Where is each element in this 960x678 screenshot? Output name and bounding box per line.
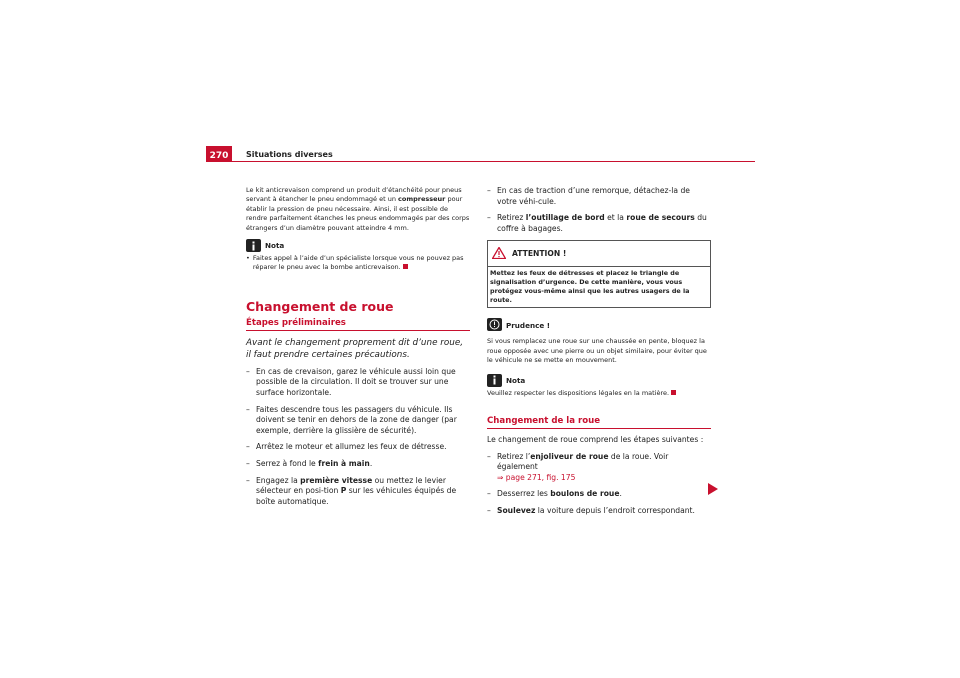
list-item — [487, 186, 711, 207]
page-number: 270 — [206, 146, 232, 162]
step-text: Retirez l’ — [497, 451, 531, 461]
preparation-steps-list — [487, 186, 711, 234]
step-text: ou mettez le levier sélecteur en posi-tion — [256, 475, 446, 496]
intro-text-b: pour établir la pression de pneu nécessaire. Ainsi, il est possible de rendre parfaitement étanches les pneus endommagés par des corps étrangers d’un diamètre pouvant atteindre 4 mm. — [246, 195, 470, 232]
step-bold: frein à main — [318, 459, 370, 468]
list-item — [487, 506, 711, 517]
list-dash: – — [487, 489, 491, 499]
step-text: . — [369, 459, 373, 468]
nota-text: Veuillez respecter les dispositions légales en la matière. — [487, 388, 670, 397]
caution-text: Si vous remplacez une roue sur une chaussée en pente, bloquez la roue opposée avec une pierre ou un objet similaire, pour éviter que le véhicule ne se mette en mouvement. — [487, 337, 707, 365]
list-item — [487, 452, 711, 484]
list-dash: – — [487, 505, 491, 515]
step-text: Retirez — [497, 213, 526, 223]
list-item — [246, 459, 470, 470]
warning-text: Mettez les feux de détresses et placez le triangle de signalisation d’urgence. De cette manière, vous vous protégez vous-même ainsi que les autres usagers de la route. — [490, 269, 690, 305]
right-column — [487, 186, 711, 523]
step-bold: première vitesse — [300, 475, 373, 485]
continue-arrow-icon — [708, 480, 718, 499]
changement-steps-list — [487, 452, 711, 517]
nota-heading — [246, 239, 470, 252]
step-bold: P — [340, 486, 347, 496]
list-item — [246, 442, 470, 453]
step-text: Engagez la — [256, 475, 301, 485]
intro-text-a: Le kit anticrevaison comprend un produit d’étanchéité pour pneus servant à étancher le pneu endommagé et un — [246, 186, 462, 204]
intro-bold-compresseur: compresseur — [398, 195, 446, 204]
nota-heading-right — [487, 374, 711, 387]
step-text: de la roue. Voir également — [497, 451, 669, 472]
list-dash: – — [246, 366, 250, 376]
list-item — [246, 476, 470, 508]
lead-paragraph: Avant le changement proprement dit d’une roue, il faut prendre certaines précautions. — [246, 337, 464, 360]
step-text: sur les véhicules équipés de boîte automatique. — [256, 486, 457, 506]
preliminary-steps-list — [246, 367, 470, 508]
step-bold: boulons de roue — [550, 489, 620, 499]
nota-text: Faites appel à l’aide d’un spécialiste lorsque vous ne pouvez pas réparer le pneu avec la bombe anticrevaison. — [252, 254, 464, 272]
list-dash: – — [487, 451, 491, 461]
step-bold: enjoliveur de roue — [530, 451, 609, 461]
caution-heading — [487, 316, 711, 335]
nota-paragraph — [246, 254, 470, 273]
step-bold: roue de secours — [626, 213, 695, 223]
list-dash: – — [246, 404, 250, 414]
list-item — [246, 367, 470, 399]
caution-label: Prudence ! — [506, 321, 550, 331]
running-header-title: Situations diverses — [246, 150, 333, 159]
list-dash: – — [246, 459, 250, 468]
info-icon — [487, 374, 502, 387]
header-rule — [232, 161, 755, 162]
warning-heading — [488, 241, 710, 267]
step-bold: Soulevez — [497, 505, 536, 515]
step-text: Faites descendre tous les passagers du véhicule. Ils doivent se tenir en dehors de la zone de danger (par exemple, derrière la glissière de sécurité). — [256, 404, 457, 435]
step-bold: l’outillage de bord — [525, 213, 605, 223]
list-item — [487, 489, 711, 500]
step-text: Arrêtez le moteur et allumez les feux de détresse. — [256, 442, 447, 452]
step-text: Desserrez les — [497, 489, 551, 499]
step-text: . — [619, 489, 622, 499]
info-icon — [246, 239, 261, 252]
list-dash: – — [487, 213, 491, 223]
end-mark-icon — [403, 264, 408, 269]
subsection-title-changement: Changement de la roue — [487, 416, 711, 429]
list-dash: – — [246, 475, 250, 485]
step-text: du coffre à bagages. — [497, 213, 707, 233]
nota-label: Nota — [265, 241, 285, 251]
end-mark-icon — [671, 390, 676, 395]
list-dash: – — [487, 186, 491, 195]
warning-title: ATTENTION ! — [512, 249, 567, 259]
changement-lead: Le changement de roue comprend les étapes suivantes : — [487, 435, 704, 444]
subsection-title-preliminaires: Étapes préliminaires — [246, 318, 470, 331]
section-title: Changement de roue — [246, 298, 394, 314]
step-text: Serrez à fond le — [256, 459, 319, 468]
nota-label: Nota — [506, 375, 526, 385]
list-item — [246, 405, 470, 437]
step-text: la voiture depuis l’endroit correspondant. — [535, 505, 695, 515]
warning-triangle-icon — [492, 244, 506, 263]
step-text: et la — [604, 213, 627, 223]
list-dash: – — [246, 442, 250, 452]
list-item — [487, 213, 711, 234]
step-text: En cas de crevaison, garez le véhicule aussi loin que possible de la circulation. Il doit se trouver sur une surface horizontale. — [256, 366, 456, 398]
cross-reference-link[interactable]: ⇒ page 271, fig. 175 — [497, 472, 576, 482]
step-text: En cas de traction d’une remorque, détachez-la de votre véhi-cule. — [497, 186, 690, 206]
nota-bullet: • — [246, 254, 250, 263]
kit-intro-paragraph — [246, 186, 470, 233]
nota-paragraph-right — [487, 389, 711, 398]
caution-icon — [487, 316, 502, 335]
left-column — [246, 186, 470, 513]
warning-box — [487, 240, 711, 308]
